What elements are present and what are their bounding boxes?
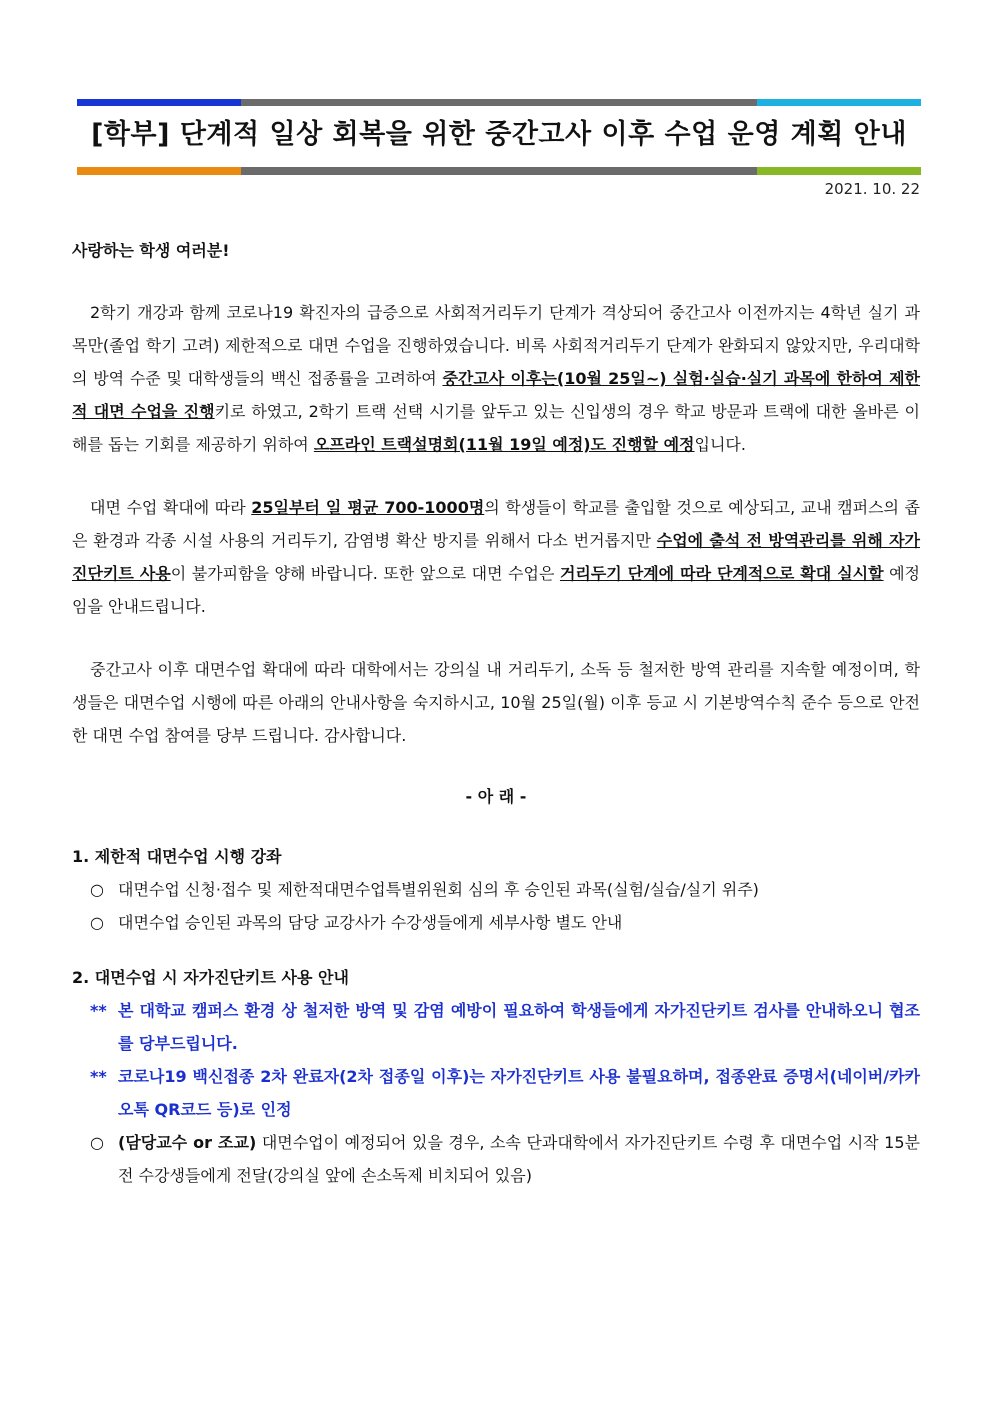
- paragraph-2: [72, 491, 920, 623]
- below-heading: - 아 래 -: [465, 787, 527, 806]
- list-item: [72, 873, 920, 906]
- section-1-title: 1. 제한적 대면수업 시행 강좌: [72, 847, 282, 866]
- paragraph-3: 중간고사 이후 대면수업 확대에 따라 대학에서는 강의실 내 거리두기, 소독 등 철저한 방역 관리를 지속할 예정이며, 학생들은 대면수업 시행에 따른 아래의 안내사항을 숙지하시고, 10월 25일(월) 이후 등교 시 기본방역수칙 준수 등으로 안전한 대면 수업 참여를 당부 드립니다. 감사합니다.: [72, 660, 920, 745]
- p2-text-c: 의 학생들이 학교를 출입할 것으로 예상되고, 교내 캠퍼스의 좁은 환경과 각종 시설 사용의 거리두기, 감염병 확산 방지를 위해서 다소 번거롭지만: [72, 498, 920, 550]
- bottom-bar-segment-gray: [241, 167, 757, 175]
- bottom-bar-segment-green: [757, 167, 921, 175]
- header-top-color-bar: [77, 99, 921, 106]
- p1-text-a: 2학기 개강과 함께 코로나19 확진자의 급증으로 사회적거리두기 단계가 격상되어 중간고사 이전까지는 4학년 실기 과목만(졸업 학기 고려) 제한적으로 대면 수업을 진행하였습니다. 비록 사회적거리두기 단계가 완화되지 않았지만, 우리대학의 방역 수준 및 대학생들의 백신 접종률을 고려하여: [72, 303, 920, 388]
- p1-text-e: 입니다.: [694, 435, 746, 454]
- double-asterisk-marker: **: [90, 1067, 107, 1086]
- list-item-text: 대면수업 신청·접수 및 제한적대면수업특별위원회 심의 후 승인된 과목(실험/실습/실기 위주): [118, 880, 759, 899]
- circle-bullet-icon: ○: [90, 1133, 104, 1152]
- p1-highlight-track-session: 오프라인 트랙설명회(11월 19일 예정)도 진행할 예정: [313, 435, 695, 454]
- header-bottom-color-bar: [77, 167, 921, 175]
- section-1: [72, 840, 920, 939]
- circle-bullet-icon: ○: [90, 913, 104, 932]
- p2-highlight-attendance: 25일부터 일 평균 700-1000명: [251, 498, 485, 517]
- greeting: 사랑하는 학생 여러분!: [72, 241, 230, 260]
- document-body: [72, 236, 920, 1214]
- p1-highlight-midterm: 중간고사 이후는(10월 25일~) 실험·실습·실기 과목에 한하여 제한적 대면 수업을 진행: [72, 369, 920, 421]
- section-2: [72, 961, 920, 1192]
- section-2-title: 2. 대면수업 시 자가진단키트 사용 안내: [72, 968, 349, 987]
- role-label: (담당교수 or 조교): [118, 1133, 257, 1152]
- top-bar-segment-gray: [241, 99, 757, 106]
- document-date: 2021. 10. 22: [824, 180, 920, 198]
- list-item-text: [118, 1126, 920, 1192]
- top-bar-segment-blue: [77, 99, 241, 106]
- list-item-text: 대면수업 승인된 과목의 담당 교강사가 수강생들에게 세부사항 별도 안내: [118, 913, 623, 932]
- notice-item: [72, 994, 920, 1060]
- p2-highlight-expansion: 거리두기 단계에 따라 단계적으로 확대 실시할: [559, 564, 884, 583]
- p2-text-g: 예정임을 안내드립니다.: [72, 564, 920, 616]
- p2-text-e: 이 불가피함을 양해 바랍니다. 또한 앞으로 대면 수업은: [170, 564, 560, 583]
- p1-text-c: 키로 하였고, 2학기 트랙 선택 시기를 앞두고 있는 신입생의 경우 학교 방문과 트랙에 대한 올바른 이해를 돕는 기회를 제공하기 위하여: [72, 402, 920, 454]
- page-title: [학부] 단계적 일상 회복을 위한 중간고사 이후 수업 운영 계획 안내: [91, 119, 907, 150]
- notice-text: 본 대학교 캠퍼스 환경 상 철저한 방역 및 감염 예방이 필요하여 학생들에게 자가진단키트 검사를 안내하오니 협조를 당부드립니다.: [118, 1001, 920, 1053]
- double-asterisk-marker: **: [90, 1001, 107, 1020]
- bottom-bar-segment-orange: [77, 167, 241, 175]
- notice-item: [72, 1060, 920, 1126]
- paragraph-1: [72, 296, 920, 461]
- p2-highlight-selftest: 수업에 출석 전 방역관리를 위해 자가진단키트 사용: [72, 531, 920, 583]
- p2-text-a: 대면 수업 확대에 따라: [90, 498, 252, 517]
- role-instruction: 대면수업이 예정되어 있을 경우, 소속 단과대학에서 자가진단키트 수령 후 대면수업 시작 15분 전 수강생들에게 전달(강의실 앞에 손소독제 비치되어 있음): [118, 1133, 920, 1185]
- list-item: [72, 906, 920, 939]
- circle-bullet-icon: ○: [90, 880, 104, 899]
- notice-text: 코로나19 백신접종 2차 완료자(2차 접종일 이후)는 자가진단키트 사용 불필요하며, 접종완료 증명서(네이버/카카오톡 QR코드 등)로 인정: [118, 1067, 920, 1119]
- list-item: [72, 1126, 920, 1192]
- top-bar-segment-cyan: [757, 99, 921, 106]
